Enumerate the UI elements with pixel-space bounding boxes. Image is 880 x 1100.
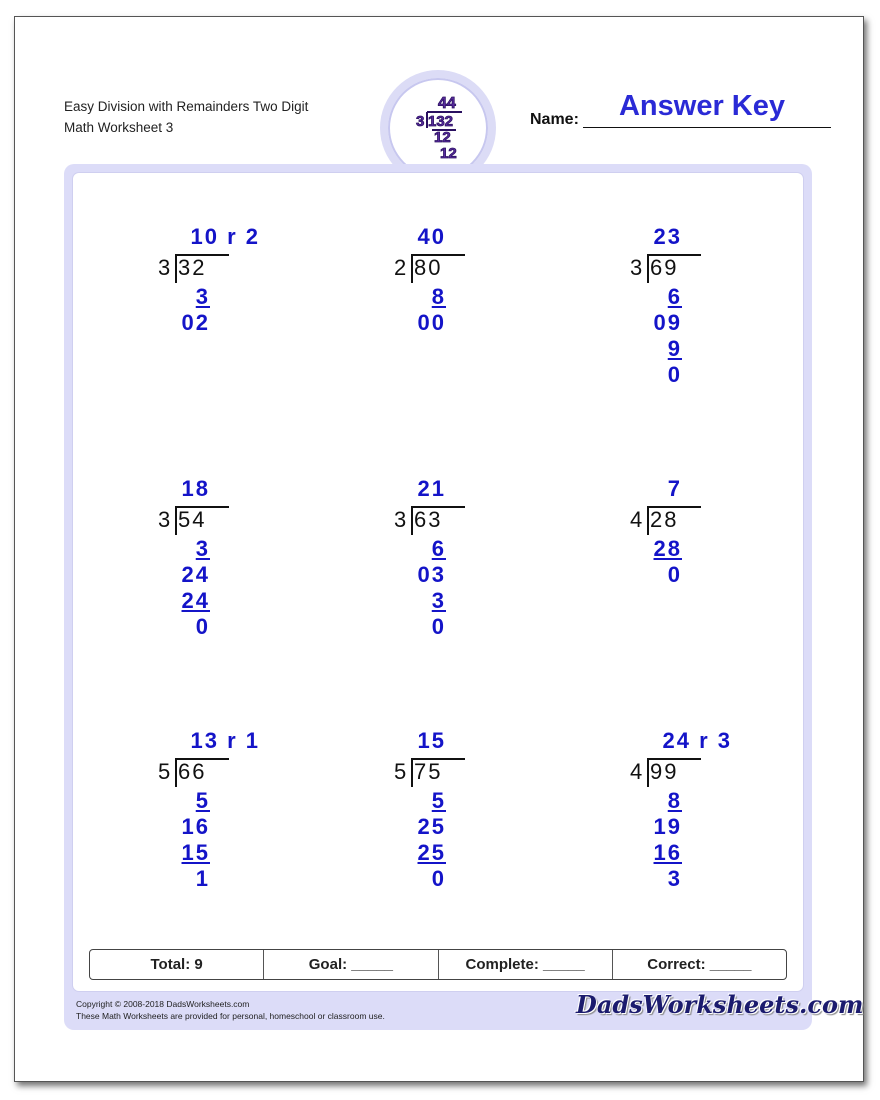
total-cell: Total: 9: [150, 956, 203, 973]
dividend: 66: [178, 759, 207, 784]
subtracted-value: 3: [195, 536, 210, 561]
divisor: 4: [630, 507, 645, 532]
division-bracket: [411, 506, 413, 535]
remainder-value: 25: [417, 814, 446, 839]
complete-cell: Complete: _____: [438, 950, 612, 979]
subtracted-value: 6: [667, 284, 682, 309]
remainder-value: 00: [417, 310, 446, 335]
division-bracket: [411, 254, 413, 283]
subtracted-value: 9: [667, 336, 682, 361]
quotient: 18: [181, 476, 210, 501]
quotient: 10 r 2: [190, 224, 260, 249]
dividend: 32: [178, 255, 207, 280]
subtracted-value: 15: [181, 840, 210, 865]
copyright-text: Copyright © 2008-2018 DadsWorksheets.com: [76, 999, 250, 1009]
subtracted-value: 3: [195, 284, 210, 309]
subtracted-value: 3: [431, 588, 446, 613]
divisor: 2: [394, 255, 409, 280]
division-problem: [394, 728, 504, 908]
quotient: 23: [653, 224, 682, 249]
logo-glyph-step-2: 12: [440, 145, 457, 162]
logo-glyph-quotient: 44: [438, 95, 456, 112]
logo-glyphs: [414, 94, 464, 164]
title-line-2: Math Worksheet 3: [64, 120, 174, 135]
goal-cell: Goal: _____: [263, 950, 437, 979]
division-bracket: [647, 506, 649, 535]
quotient: 24 r 3: [662, 728, 732, 753]
name-label: Name:: [530, 111, 579, 128]
division-bracket: [647, 758, 649, 787]
subtracted-value: 16: [653, 840, 682, 865]
divisor: 4: [630, 759, 645, 784]
answer-key-title: Answer Key: [618, 90, 785, 122]
remainder-value: 16: [181, 814, 210, 839]
divisor: 3: [394, 507, 409, 532]
dividend: 80: [414, 255, 443, 280]
worksheet-title: [64, 96, 308, 138]
quotient: 13 r 1: [190, 728, 260, 753]
brand-logo: DadsWorksheets.com: [576, 990, 864, 1019]
division-problem: [630, 224, 740, 404]
divisor: 3: [158, 255, 173, 280]
division-problem: [630, 728, 740, 908]
subtracted-value: 24: [181, 588, 210, 613]
remainder-value: 0: [667, 362, 682, 387]
division-problem: [158, 728, 268, 908]
correct-cell: Correct: _____: [612, 950, 786, 979]
quotient: 7: [667, 476, 682, 501]
division-problem: [630, 476, 740, 656]
division-problem: [158, 476, 268, 656]
dividend: 63: [414, 507, 443, 532]
divisor: 5: [394, 759, 409, 784]
remainder-value: 0: [667, 562, 682, 587]
footer-copyright: [76, 998, 385, 1022]
name-line: [583, 127, 831, 128]
logo-glyph-divisor: 3: [416, 113, 425, 130]
division-bracket: [411, 758, 413, 787]
remainder-value: 0: [195, 614, 210, 639]
remainder-value: 0: [431, 614, 446, 639]
subtracted-value: 8: [431, 284, 446, 309]
divisor: 5: [158, 759, 173, 784]
usage-notice: These Math Worksheets are provided for personal, homeschool or classroom use.: [76, 1011, 385, 1021]
subtracted-value: 6: [431, 536, 446, 561]
remainder-value: 24: [181, 562, 210, 587]
subtracted-value: 5: [431, 788, 446, 813]
logo-glyph-dividend: 132: [428, 113, 454, 130]
division-bracket: [175, 506, 177, 535]
quotient: 40: [417, 224, 446, 249]
divisor: 3: [630, 255, 645, 280]
division-bracket: [647, 254, 649, 283]
divisor: 3: [158, 507, 173, 532]
dividend: 99: [650, 759, 679, 784]
remainder-value: 19: [653, 814, 682, 839]
subtracted-value: 28: [653, 536, 682, 561]
division-problem: [394, 476, 504, 656]
dividend: 54: [178, 507, 207, 532]
remainder-value: 0: [431, 866, 446, 891]
subtracted-value: 5: [195, 788, 210, 813]
remainder-value: 3: [667, 866, 682, 891]
division-bracket: [175, 758, 177, 787]
remainder-value: 03: [417, 562, 446, 587]
remainder-value: 09: [653, 310, 682, 335]
dividend: 28: [650, 507, 679, 532]
subtracted-value: 25: [417, 840, 446, 865]
quotient: 21: [417, 476, 446, 501]
division-problem: [394, 224, 504, 404]
dividend: 75: [414, 759, 443, 784]
remainder-value: 02: [181, 310, 210, 335]
division-bracket: [175, 254, 177, 283]
division-problem: [158, 224, 268, 404]
score-bar: [89, 949, 787, 980]
subtracted-value: 8: [667, 788, 682, 813]
title-line-1: Easy Division with Remainders Two Digit: [64, 99, 309, 114]
quotient: 15: [417, 728, 446, 753]
dividend: 69: [650, 255, 679, 280]
logo-glyph-step-1: 12: [434, 129, 451, 146]
remainder-value: 1: [195, 866, 210, 891]
